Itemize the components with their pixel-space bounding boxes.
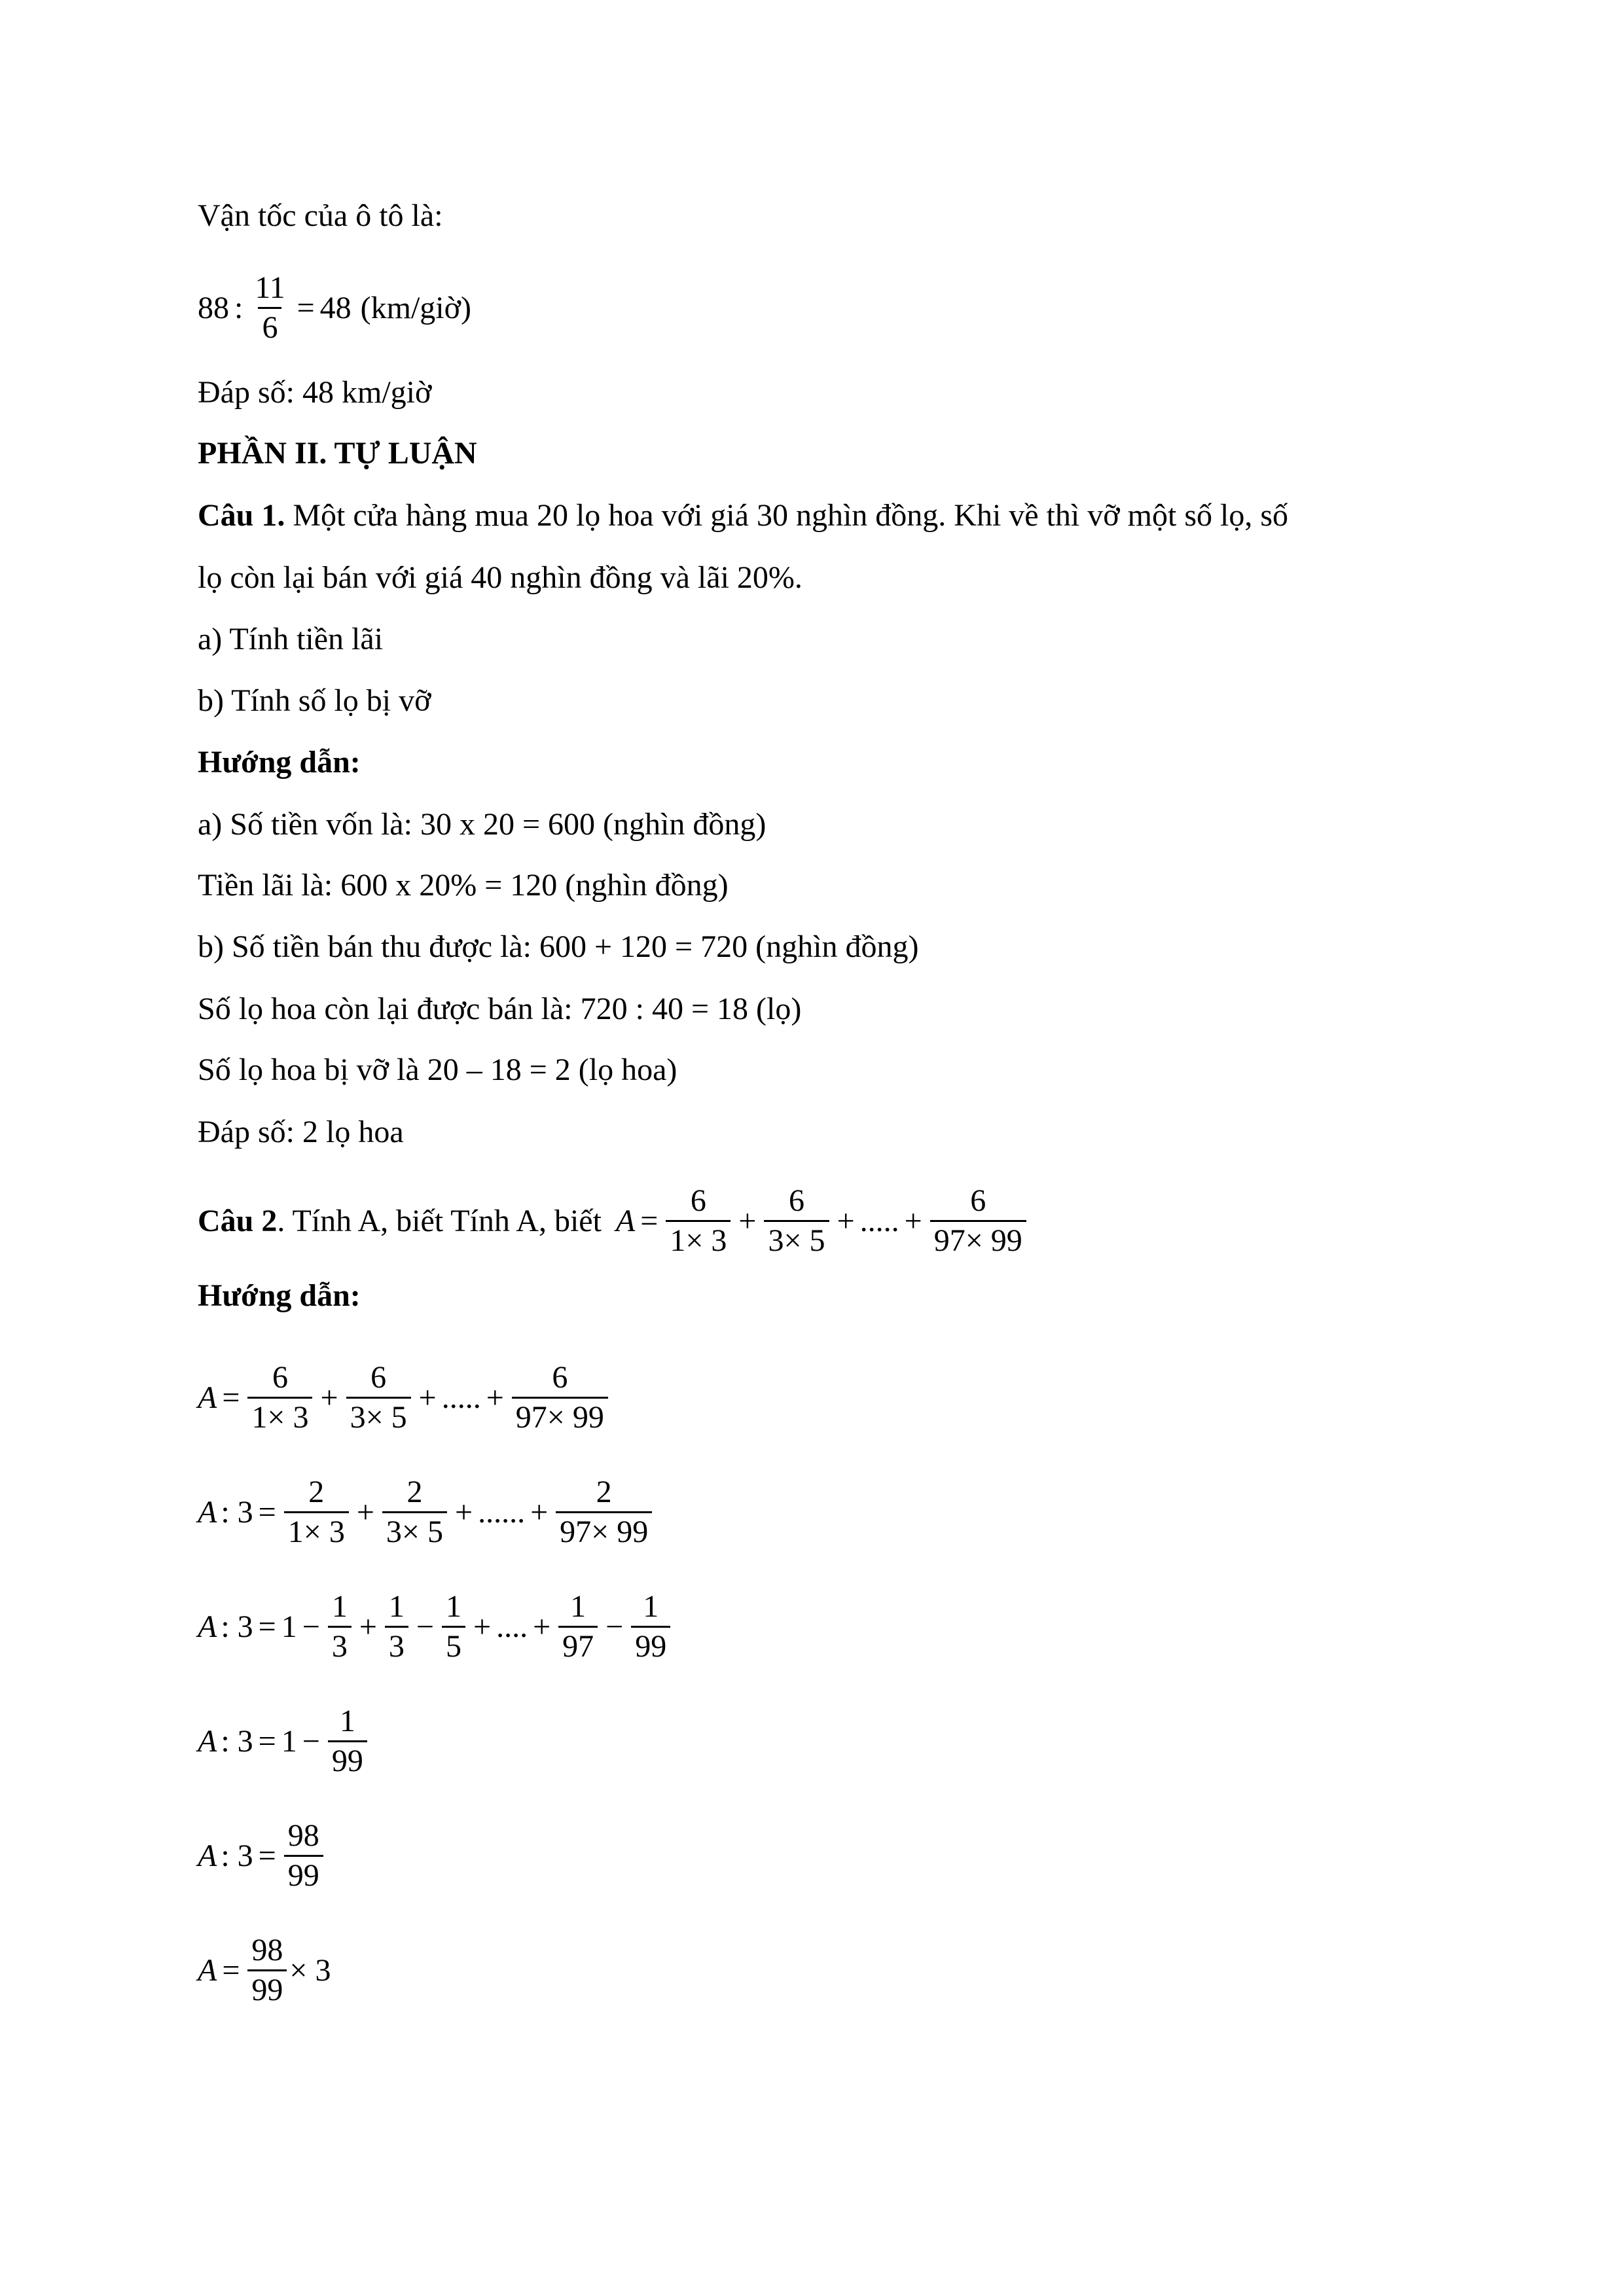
denominator: 99: [631, 1626, 670, 1666]
numerator: 98: [287, 1818, 319, 1853]
fraction: [442, 1588, 465, 1666]
numerator: 6: [970, 1183, 986, 1218]
numerator: 6: [690, 1183, 706, 1218]
plus-sign: +: [418, 1380, 437, 1415]
numerator: 1: [339, 1703, 355, 1738]
plus-sign: +: [533, 1609, 551, 1644]
minus-sign: −: [605, 1609, 624, 1644]
denominator: 97: [558, 1626, 598, 1666]
var-a: A: [198, 1380, 217, 1415]
numerator: 2: [596, 1474, 612, 1509]
numerator: 98: [251, 1932, 283, 1967]
plus-sign: +: [454, 1494, 473, 1530]
minus-sign: −: [416, 1609, 434, 1644]
one: 1: [281, 1723, 297, 1759]
var-a: A: [198, 1838, 217, 1873]
fraction: [284, 1473, 349, 1551]
solution-step-3: b) Số tiền bán thu được là: 600 + 120 = 720 (nghìn đồng): [198, 929, 919, 964]
fraction: [382, 1473, 447, 1551]
fraction: [251, 269, 289, 347]
plus-sign: +: [904, 1203, 922, 1238]
equals-sign: =: [222, 1380, 240, 1415]
question-2-text: . Tính A, biết Tính A, biết: [277, 1203, 602, 1238]
var-a: A: [198, 1952, 217, 1988]
equals-sign: =: [258, 1494, 276, 1530]
unit: (km/giờ): [360, 290, 471, 325]
answer-2: Đáp số: 2 lọ hoa: [198, 1115, 404, 1149]
ellipsis: ......: [478, 1494, 526, 1530]
numerator: 1: [331, 1588, 348, 1624]
fraction: [328, 1588, 352, 1666]
var-a: A: [198, 1609, 217, 1644]
question-2-label: Câu 2: [198, 1203, 278, 1238]
question-1-label: Câu 1.: [198, 498, 285, 533]
velocity-equation: [198, 259, 471, 357]
section-title: PHẦN II. TỰ LUẬN: [198, 436, 477, 471]
plus-sign: +: [356, 1494, 374, 1530]
plus-sign: +: [837, 1203, 855, 1238]
step-eq-5: [198, 1806, 326, 1905]
denominator: 99: [284, 1855, 323, 1895]
numerator: 11: [255, 270, 285, 305]
div-3: : 3: [221, 1494, 253, 1530]
plus-sign: +: [486, 1380, 504, 1415]
numerator: 1: [570, 1588, 586, 1624]
plus-sign: +: [359, 1609, 377, 1644]
question-1-text: Một cửa hàng mua 20 lọ hoa với giá 30 nghìn đồng. Khi về thì vỡ một số lọ, số: [285, 498, 1289, 533]
var-a: A: [198, 1494, 217, 1530]
numerator: 6: [370, 1359, 387, 1395]
denominator: 3× 5: [382, 1511, 447, 1551]
fraction: [558, 1588, 598, 1666]
var-a: A: [198, 1723, 217, 1759]
div-3: : 3: [221, 1609, 253, 1644]
fraction: [930, 1182, 1026, 1260]
fraction: [666, 1182, 731, 1260]
equals-sign: =: [258, 1838, 276, 1873]
div-3: : 3: [221, 1838, 253, 1873]
question-1-text-2: lọ còn lại bán với giá 40 nghìn đồng và lãi 20%.: [198, 560, 803, 595]
denominator: 3× 5: [764, 1220, 829, 1260]
numerator: 2: [406, 1474, 423, 1509]
equals-sign: =: [258, 1723, 276, 1759]
denominator: 97× 99: [930, 1220, 1026, 1260]
solution-step-5: Số lọ hoa bị vỡ là 20 – 18 = 2 (lọ hoa): [198, 1052, 677, 1087]
solution-step-2: Tiền lãi là: 600 x 20% = 120 (nghìn đồng): [198, 868, 729, 903]
fraction: [512, 1359, 608, 1437]
plus-sign: +: [738, 1203, 757, 1238]
denominator: 3: [385, 1626, 408, 1666]
plus-sign: +: [473, 1609, 492, 1644]
fraction: [556, 1473, 652, 1551]
denominator: 3: [328, 1626, 352, 1666]
denominator: 97× 99: [512, 1397, 608, 1437]
colon-sign: :: [234, 290, 244, 325]
guide-heading-1: Hướng dẫn:: [198, 745, 361, 780]
result: 48: [319, 290, 352, 325]
denominator: 6: [258, 307, 281, 347]
denominator: 97× 99: [556, 1511, 652, 1551]
guide-heading-2: Hướng dẫn:: [198, 1278, 361, 1313]
step-eq-6: [198, 1921, 331, 2019]
question-1a: a) Tính tiền lãi: [198, 622, 384, 656]
ellipsis: .....: [859, 1203, 899, 1238]
fraction: [328, 1702, 367, 1780]
denominator: 99: [328, 1740, 367, 1780]
numerator: 6: [272, 1359, 288, 1395]
numerator: 6: [552, 1359, 568, 1395]
denominator: 5: [442, 1626, 465, 1666]
ellipsis: ....: [496, 1609, 528, 1644]
fraction: [247, 1359, 312, 1437]
minus-sign: −: [302, 1723, 320, 1759]
equals-sign: =: [258, 1609, 276, 1644]
question-1b: b) Tính số lọ bị vỡ: [198, 683, 431, 718]
question-1: [198, 496, 1288, 535]
question-2: [198, 1172, 1029, 1270]
var-a: A: [615, 1203, 636, 1238]
fraction: [631, 1588, 670, 1666]
numerator: 1: [388, 1588, 405, 1624]
denominator: 1× 3: [284, 1511, 349, 1551]
ellipsis: .....: [441, 1380, 481, 1415]
plus-sign: +: [530, 1494, 549, 1530]
fraction: [385, 1588, 408, 1666]
answer-1: Đáp số: 48 km/giờ: [198, 375, 432, 410]
minus-sign: −: [302, 1609, 320, 1644]
equals-sign: =: [640, 1203, 659, 1238]
fraction: [764, 1182, 829, 1260]
denominator: 1× 3: [247, 1397, 312, 1437]
fraction: [284, 1817, 323, 1895]
fraction: [247, 1931, 287, 2009]
equals-sign: =: [222, 1952, 240, 1988]
fraction: [346, 1359, 411, 1437]
numerator: 6: [789, 1183, 805, 1218]
step-eq-2: [198, 1463, 655, 1561]
one: 1: [281, 1609, 297, 1644]
denominator: 1× 3: [666, 1220, 731, 1260]
solution-step-1: a) Số tiền vốn là: 30 x 20 = 600 (nghìn đồng): [198, 807, 767, 842]
numerator: 1: [643, 1588, 659, 1624]
solution-step-4: Số lọ hoa còn lại được bán là: 720 : 40 = 18 (lọ): [198, 992, 802, 1026]
velocity-heading: Vận tốc của ô tô là:: [198, 198, 443, 233]
numerator: 1: [445, 1588, 461, 1624]
step-eq-4: [198, 1692, 370, 1790]
div-3: : 3: [221, 1723, 253, 1759]
step-eq-3: [198, 1577, 673, 1676]
equals-sign: =: [297, 290, 315, 325]
numerator: 2: [308, 1474, 325, 1509]
denominator: 3× 5: [346, 1397, 411, 1437]
times-3: × 3: [289, 1952, 331, 1988]
plus-sign: +: [320, 1380, 338, 1415]
denominator: 99: [247, 1969, 287, 2009]
dividend: 88: [198, 290, 229, 325]
step-eq-1: [198, 1348, 611, 1446]
